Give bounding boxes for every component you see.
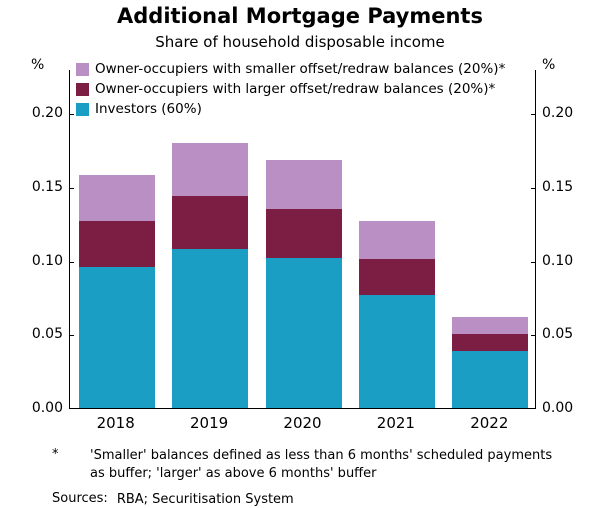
bar-segment bbox=[79, 221, 155, 267]
x-tick-label: 2020 bbox=[283, 414, 322, 432]
footnote-marker: * bbox=[52, 447, 59, 462]
footnote-spacer bbox=[52, 465, 90, 482]
y-axis-unit-left: % bbox=[31, 57, 45, 73]
y-tick-label-right: 0.15 bbox=[542, 178, 574, 195]
bar-group bbox=[359, 69, 435, 408]
bar-segment bbox=[172, 249, 248, 408]
x-tick-label: 2021 bbox=[376, 414, 415, 432]
footnote-line bbox=[52, 465, 582, 482]
legend-label: Owner-occupiers with smaller offset/redraw balances (20%)* bbox=[95, 61, 506, 77]
bar-segment bbox=[266, 160, 342, 209]
y-tick-mark bbox=[531, 262, 536, 263]
y-tick-label-left: 0.20 bbox=[31, 105, 63, 122]
sources-label: Sources: bbox=[52, 491, 108, 506]
x-tick-label: 2019 bbox=[190, 414, 229, 432]
legend-label: Investors (60%) bbox=[95, 101, 202, 117]
plot-area bbox=[69, 70, 536, 409]
bar-segment bbox=[266, 258, 342, 408]
bar-segment bbox=[452, 317, 528, 335]
y-tick-label-left: 0.05 bbox=[31, 326, 63, 343]
chart-title: Additional Mortgage Payments bbox=[117, 4, 483, 28]
bar-segment bbox=[172, 196, 248, 249]
bar-segment bbox=[172, 143, 248, 196]
footnote-line bbox=[52, 447, 582, 464]
y-tick-mark bbox=[531, 335, 536, 336]
y-tick-mark bbox=[531, 114, 536, 115]
legend-label: Owner-occupiers with larger offset/redraw balances (20%)* bbox=[95, 81, 496, 97]
y-axis-unit-right: % bbox=[542, 57, 556, 73]
y-tick-label-left: 0.15 bbox=[31, 178, 63, 195]
y-tick-mark bbox=[531, 188, 536, 189]
y-tick-mark bbox=[69, 114, 74, 115]
bar-segment bbox=[452, 351, 528, 408]
bar-series-group bbox=[70, 70, 535, 408]
chart-subtitle: Share of household disposable income bbox=[155, 33, 445, 51]
x-tick-label: 2018 bbox=[96, 414, 135, 432]
y-tick-label-right: 0.00 bbox=[542, 400, 574, 416]
bar-group bbox=[79, 69, 155, 408]
y-tick-label-right: 0.05 bbox=[542, 326, 574, 343]
footnote-text-line-2: as buffer; 'larger' as above 6 months' buffer bbox=[90, 466, 377, 481]
bar-segment bbox=[359, 259, 435, 294]
x-tick-label: 2022 bbox=[470, 414, 509, 432]
bar-group bbox=[452, 69, 528, 408]
footnote-text-line-1: 'Smaller' balances defined as less than 6 months' scheduled payments bbox=[90, 448, 553, 463]
y-tick-mark bbox=[69, 188, 74, 189]
y-tick-label-right: 0.10 bbox=[542, 252, 574, 269]
bar-segment bbox=[359, 221, 435, 259]
bar-group bbox=[172, 69, 248, 408]
bar-segment bbox=[452, 334, 528, 350]
bar-group bbox=[266, 69, 342, 408]
footnotes bbox=[52, 447, 582, 508]
bar-segment bbox=[359, 295, 435, 408]
y-tick-label-left: 0.10 bbox=[31, 252, 63, 269]
y-tick-mark bbox=[69, 335, 74, 336]
bar-segment bbox=[79, 175, 155, 221]
y-tick-label-right: 0.20 bbox=[542, 105, 574, 122]
sources-value: RBA; Securitisation System bbox=[116, 492, 294, 507]
y-tick-label-left: 0.00 bbox=[31, 400, 63, 416]
bar-segment bbox=[79, 267, 155, 408]
y-tick-mark bbox=[69, 262, 74, 263]
sources-line bbox=[52, 491, 582, 508]
bar-segment bbox=[266, 209, 342, 258]
